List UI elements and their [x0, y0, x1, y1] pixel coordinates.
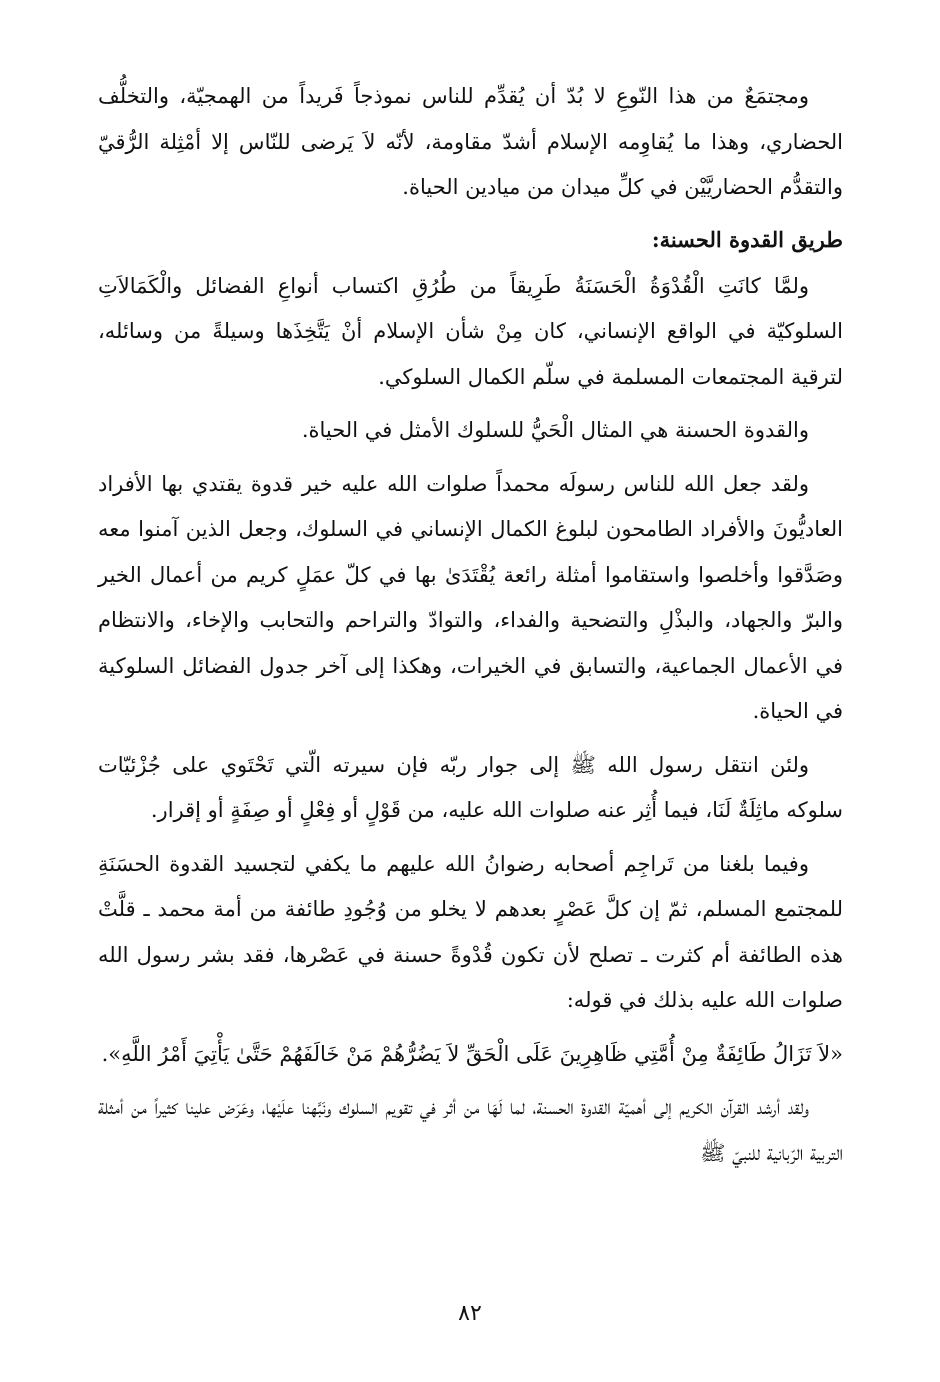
paragraph-1: ولمَّا كانَتِ الْقُدْوَةُ الْحَسَنَةُ طَرِيقاً من طُرُقِ اكتساب أنواعِ الفضائل والْكَمَالاَتِ السلوكيّة في الواقع الإنساني، كان مِنْ شأن الإسلام أنْ يَتَّخِذَها وسيلةً من وسائله، لترقية المجتمعات المسلمة في سلّم الكمال السلوكي. [98, 273, 843, 389]
paragraph-5: وفيما بلغنا من تَراجِم أصحابه رضوانُ الله عليهم ما يكفي لتجسيد القدوة الحسَنَةِ للمجتمع المسلم، ثمّ إن كلَّ عَصْرٍ بعدهم لا يخلو من وُجُودِ طائفة من أمة محمد ـ قلَّتْ هذه الطائفة أم كثرت ـ تصلح لأن تكون قُدْوةً حسنة في عَصْرها، فقد بشر رسول الله صلوات الله عليه بذلك في قوله: [98, 851, 843, 1012]
book-page [98, 74, 843, 1176]
paragraph-6: ولقد أرشد القرآن الكريم إلى أهميّة القدوة الحسنة، لما لَهَا من أثر في تقويم السلوك ونَبَّهنا علَيْها، وعَرَض علينا كثيراً من أمثلة التربية الرّبانية للنبيّ ﷺ [98, 1095, 843, 1165]
paragraph-intro: ومجتمَعٌ من هذا النّوعِ لا بُدّ أن يُقدِّم للناس نموذجاً فَريداً من الهمجيّة، والتخلُّف الحضاري، وهذا ما يُقاوِمه الإسلام أشدّ مقاومة، لأنّه لاَ يَرضى للنّاس إلا أمْثِلة الرُّقيّ والتقدُّم الحضاريَّيْن في كلِّ ميدان من ميادين الحياة. [98, 84, 843, 199]
section-heading: طريق القدوة الحسنة: [651, 226, 843, 252]
paragraph-2: والقدوة الحسنة هي المثال الْحَيُّ للسلوك الأمثل في الحياة. [301, 418, 809, 442]
paragraph-3: ولقد جعل الله للناس رسولَه محمداً صلوات الله عليه خير قدوة يقتدي بها الأفراد العاديُّونَ والأفراد الطامحون لبلوغ الكمال الإنساني في السلوك، وجعل الذين آمنوا معه وصَدَّقوا وأخلصوا واستقاموا أمثلة رائعة يُقْتَدَىٰ بها في كلّ عمَلٍ كريم من أعمال الخير والبرّ والجهاد، والبذْلِ والتضحية والفداء، والتوادّ والتراحم والتحابب والإخاء، والانتظام في الأعمال الجماعية، والتسابق في الخيرات، وهكذا إلى آخر جدول الفضائل السلوكية في الحياة. [98, 471, 843, 723]
hadith-quote: «لاَ تَزَالُ طَائِفَةٌ مِنْ أُمَّتِي ظَاهِرِينَ عَلَى الْحَقِّ لاَ يَضُرُّهُمْ مَنْ خَالَفَهُمْ حَتَّىٰ يَأْتِيَ أَمْرُ اللَّهِ». [101, 1041, 843, 1066]
page-number: ٨٢ [458, 1301, 482, 1326]
paragraph-4: ولئن انتقل رسول الله ﷺ إلى جوار ربّه فإن سيرته الّتي تَحْتَوي على جُزْئيّات سلوكه ماثِلَةٌ لَنَا، فيما أُثِر عنه صلوات الله عليه، من قَوْلٍ أو فِعْلٍ أو صِفَةٍ أو إقرار. [98, 752, 843, 822]
